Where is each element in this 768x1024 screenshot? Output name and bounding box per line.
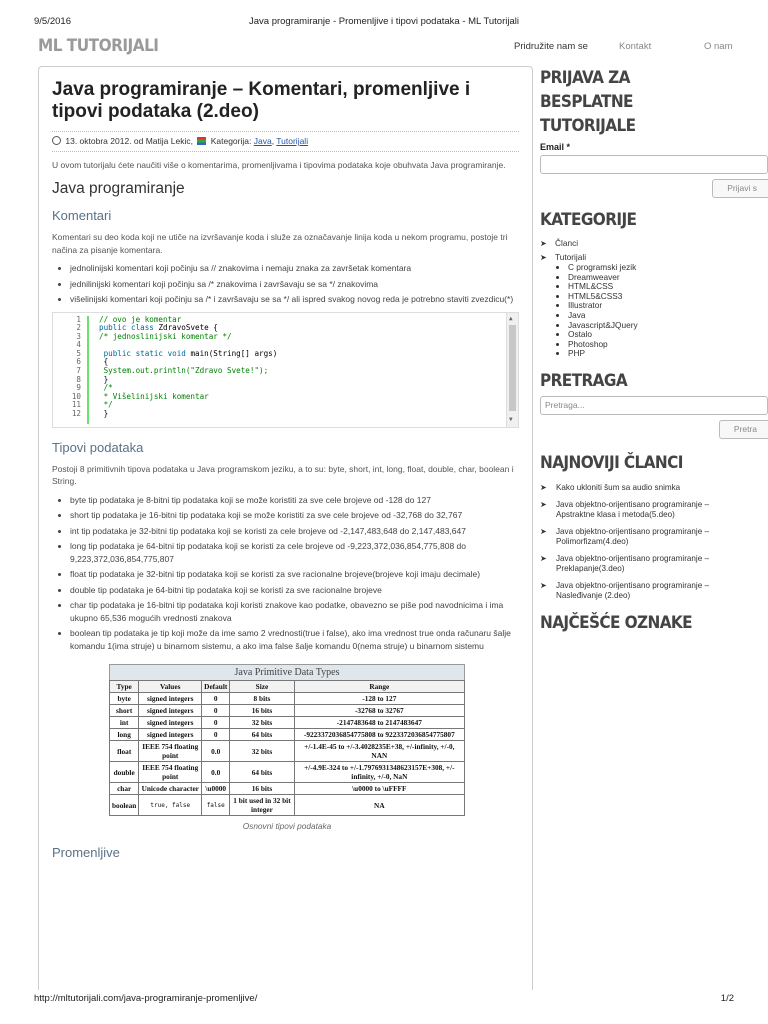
arrow-icon: ➤ (540, 553, 547, 563)
table-row (110, 705, 465, 717)
list-item: • short tip podataka je 16-bitni tip podataka koji se može koristiti za sve cele brojeve od -32,768 do 32,767 (70, 509, 519, 522)
table-cell: false (202, 795, 230, 816)
table-row (110, 783, 465, 795)
table-cell: 64 bits (230, 762, 294, 783)
table-header: Values (139, 681, 202, 693)
code-line: } (99, 409, 109, 419)
latest-title: NAJNOVIJI ČLANCI (540, 452, 683, 473)
email-label: Email * (540, 142, 571, 152)
subcategory-item[interactable]: • Java (568, 311, 768, 321)
table-cell: \u0000 (202, 783, 230, 795)
latest-item[interactable]: ➤ Java objektno-orijentisano programiranje – Preklapanje(3.deo) (540, 553, 709, 573)
table-cell: int (110, 717, 139, 729)
table-cell: short (110, 705, 139, 717)
heading-tipovi: Tipovi podataka (52, 439, 144, 455)
list-item: • int tip podataka je 32-bitni tip podataka koji se koristi za cele brojeve od -2,147,483,648 do 2,147,483,647 (70, 525, 519, 538)
table-cell: 64 bits (230, 729, 294, 741)
sidebar (540, 66, 768, 635)
table-cell: +/-1.4E-45 to +/-3.4028235E+38, +/-infinity, +/-0, NAN (294, 741, 464, 762)
list-item: • višelinijski komentari koji počinju sa /* i završavaju se sa */ ali ispred svakog novog reda je potrebno staviti zvezdicu(*) (70, 293, 519, 306)
search-title: PRETRAGA (540, 370, 628, 391)
category-icon (197, 137, 206, 145)
primitive-types-table (109, 664, 465, 816)
print-footer (34, 993, 734, 1004)
category-item[interactable]: ➤ Članci (540, 238, 579, 248)
table-cell: double (110, 762, 139, 783)
code-line: } (99, 374, 109, 384)
table-cell: float (110, 741, 139, 762)
clock-icon (52, 136, 61, 145)
code-scrollbar[interactable] (506, 313, 518, 427)
search-button[interactable]: Pretra (719, 420, 768, 439)
list-item: • jednolinijski komentari koji počinju sa // znakovima i nemaju znaka za završetak komentara (70, 262, 519, 275)
category-link-tutorijali[interactable]: Tutorijali (276, 136, 309, 146)
table-row (110, 717, 465, 729)
code-line: public class (99, 323, 159, 333)
tipovi-text: Postoji 8 primitivnih tipova podataka u Java programskom jeziku, a to su: byte, short, int, long, float, double, char, boolean i String. (52, 463, 514, 486)
table-row (110, 729, 465, 741)
category-item[interactable]: ➤ Tutorijali • C programski jezik • Dreamweaver • HTML&CSS • HTML5&CSS3 • Illustrator • Java • Javascript&JQuery • Ostalo • Photoshop • PHP (540, 252, 768, 359)
category-link-java[interactable]: Java (253, 136, 272, 146)
scroll-down-icon[interactable]: ▼ (509, 415, 513, 423)
subcategory-item[interactable]: • HTML&CSS (568, 282, 768, 292)
table-cell: true, false (139, 795, 202, 816)
latest-item[interactable]: ➤ Java objektno-orijentisano programiranje – Nasleđivanje (2.deo) (540, 580, 709, 600)
table-caption: Java Primitive Data Types (109, 664, 465, 680)
meta-category-label: Kategorija: (210, 136, 252, 146)
table-cell: +/-4.9E-324 to +/-1.7976931348623157E+308, +/-infinity, +/-0, NaN (294, 762, 464, 783)
table-cell: -2147483648 to 2147483647 (294, 717, 464, 729)
list-item: • char tip podataka je 16-bitni tip podataka koji koristi znakove kao podatke, obavezno se piše pod navodnicima i ima ukupno 65,536 mogućih vrednosti znakova (70, 599, 519, 624)
table-cell: 0 (202, 693, 230, 705)
table-cell: 1 bit used in 32 bit integer (230, 795, 294, 816)
list-item: • double tip podataka je 64-bitni tip podataka koji se koristi za sve racionalne brojeve (70, 584, 519, 597)
subcategory-item[interactable]: • Javascript&JQuery (568, 321, 768, 331)
subcategory-item[interactable]: • HTML5&CSS3 (568, 292, 768, 302)
table-cell: signed integers (139, 705, 202, 717)
code-line: ZdravoSvete { (158, 323, 218, 333)
subscribe-button[interactable]: Prijavi s (712, 179, 768, 198)
subcategory-item[interactable]: • Illustrator (568, 301, 768, 311)
list-item: • boolean tip podataka je tip koji može da ime samo 2 vrednosti(true i false), ako ima vrednost true onda računaru šalje komandu 1(ima struje) u binarnom sistemu, a ako ima false šalje komandu 0(nema struje) u binarnom sistemu (70, 627, 519, 652)
table-row (110, 741, 465, 762)
categories-list (540, 238, 768, 359)
table-cell: Unicode character (139, 783, 202, 795)
tipovi-list (52, 494, 519, 653)
heading-promenljive: Promenljive (52, 845, 120, 860)
primitive-types-figure (109, 664, 465, 831)
table-header-row (110, 681, 465, 693)
code-lines (99, 316, 504, 419)
table-cell: \u0000 to \uFFFF (294, 783, 464, 795)
code-line: // ovo je komentar (99, 314, 182, 324)
list-item: • float tip podataka je 32-bitni tip podataka koji se koristi za sve racionalne brojeve(brojeve koji imaju decimale) (70, 568, 519, 581)
categories-title: KATEGORIJE (540, 210, 637, 230)
code-block[interactable] (52, 312, 519, 428)
code-line: /* jednoslinijski komentar */ (99, 331, 232, 341)
arrow-icon: ➤ (540, 526, 547, 536)
table-cell: signed integers (139, 717, 202, 729)
code-line: System.out.println("Zdravo Svete!"); (99, 366, 269, 376)
search-input[interactable]: Pretraga... (540, 396, 768, 415)
table-cell: signed integers (139, 693, 202, 705)
tags-title: NAJČEŠĆE OZNAKE (540, 612, 693, 633)
table-header: Type (110, 681, 139, 693)
scroll-up-icon[interactable]: ▲ (509, 314, 513, 322)
table-row (110, 693, 465, 705)
nav-contact[interactable]: Kontakt (619, 41, 652, 52)
code-line: /* (99, 383, 113, 393)
table-cell: 0 (202, 705, 230, 717)
nav-about[interactable]: O nam (704, 41, 733, 52)
print-header (34, 16, 734, 30)
site-logo[interactable]: ML TUTORIJALI (38, 36, 159, 56)
table-cell: 16 bits (230, 783, 294, 795)
scrollbar-thumb[interactable] (509, 325, 516, 411)
table-cell: byte (110, 693, 139, 705)
latest-item[interactable]: ➤ Kako ukloniti šum sa audio snimka (540, 482, 681, 492)
arrow-icon: ➤ (540, 253, 547, 262)
subcategory-item[interactable]: • Dreamweaver (568, 273, 768, 283)
code-line: { (99, 357, 109, 367)
code-line-numbers: 1 2 3 4 5 6 7 8 9 10 11 12 (53, 316, 89, 424)
table-cell: 16 bits (230, 705, 294, 717)
code-line: * Višelinijski komentar (99, 391, 209, 401)
table-cell: char (110, 783, 139, 795)
subcategory-item[interactable]: • PHP (568, 349, 768, 359)
print-url: http://mltutorijali.com/java-programiranje-promenljive/ (34, 993, 258, 1004)
komentari-list (52, 262, 519, 306)
arrow-icon: ➤ (540, 499, 547, 509)
table-cell: 8 bits (230, 693, 294, 705)
table-cell: signed integers (139, 729, 202, 741)
list-item: • long tip podataka je 64-bitni tip podataka koji se koristi za cele brojeve od -9,223,372,036,854,775,808 do 9,223,372,036,854,775,807 (70, 540, 519, 565)
table-cell: 0.0 (202, 762, 230, 783)
print-date: 9/5/2016 (34, 16, 71, 27)
email-field[interactable] (540, 155, 768, 174)
top-nav (514, 41, 768, 55)
table-cell: 0.0 (202, 741, 230, 762)
article-meta: 13. oktobra 2012. od Matija Lekic, Kategorija: Java, Tutorijali (52, 131, 519, 152)
heading-komentari: Komentari (52, 208, 112, 223)
table-row (110, 795, 465, 816)
meta-date-author: 13. oktobra 2012. od Matija Lekic, (65, 136, 193, 146)
latest-item[interactable]: ➤ Java objektno-orijentisano programiranje – Apstraktne klasa i metoda(5.deo) (540, 499, 709, 519)
arrow-icon: ➤ (540, 580, 547, 590)
subcategory-item[interactable]: • Ostalo (568, 330, 768, 340)
article-title: Java programiranje – Komentari, promenljive i tipovi podataka (2.deo) (52, 79, 471, 122)
table-cell: long (110, 729, 139, 741)
arrow-icon: ➤ (540, 482, 547, 492)
table-cell: boolean (110, 795, 139, 816)
subcategory-item[interactable]: • Photoshop (568, 340, 768, 350)
list-item: • byte tip podataka je 8-bitni tip podataka koji se može koristiti za sve cele brojeve od -128 do 127 (70, 494, 519, 507)
table-header: Range (294, 681, 464, 693)
code-line: public static void (99, 348, 191, 358)
table-cell: IEEE 754 floating point (139, 762, 202, 783)
subcategory-item[interactable]: • C programski jezik (568, 263, 768, 273)
komentari-text: Komentari su deo koda koji ne utiče na izvršavanje koda i služe za označavanje linija koda u nekom programu, postoje tri načina za pisanje komentara. (52, 232, 508, 255)
print-title: Java programiranje - Promenljive i tipovi podataka - ML Tutorijali (249, 16, 519, 27)
table-cell: 32 bits (230, 717, 294, 729)
table-row (110, 762, 465, 783)
latest-item[interactable]: ➤ Java objektno-orijentisano programiranje – Polimorfizam(4.deo) (540, 526, 709, 546)
subcategory-list (555, 263, 768, 359)
print-page-number: 1/2 (720, 993, 734, 1004)
arrow-icon: ➤ (540, 239, 547, 248)
table-cell: -9223372036854775808 to 9223372036854775807 (294, 729, 464, 741)
table-cell: 0 (202, 729, 230, 741)
table-header: Default (202, 681, 230, 693)
code-line: main(String[] args) (190, 348, 278, 358)
table-cell: -32768 to 32767 (294, 705, 464, 717)
article (38, 66, 533, 990)
article-intro: U ovom tutorijalu ćete naučiti više o komentarima, promenljivama i tipovima podataka koje obuhvata Java programiranje. (52, 160, 506, 170)
nav-join[interactable]: Pridružite nam se (514, 41, 588, 52)
table-cell: 0 (202, 717, 230, 729)
table-cell: 32 bits (230, 741, 294, 762)
heading-java: Java programiranje (52, 180, 185, 197)
table-cell: IEEE 754 floating point (139, 741, 202, 762)
figure-caption: Osnovni tipovi podataka (242, 821, 332, 831)
table-cell: -128 to 127 (294, 693, 464, 705)
latest-list (540, 483, 768, 601)
list-item: • jednilinijski komentari koji počinju sa /* znakovima i završavaju se sa */ znakovima (70, 278, 519, 291)
newsletter-title: PRIJAVA ZA BESPLATNE TUTORIJALE (540, 68, 636, 136)
table-cell: NA (294, 795, 464, 816)
code-line: */ (99, 400, 113, 410)
table-header: Size (230, 681, 294, 693)
